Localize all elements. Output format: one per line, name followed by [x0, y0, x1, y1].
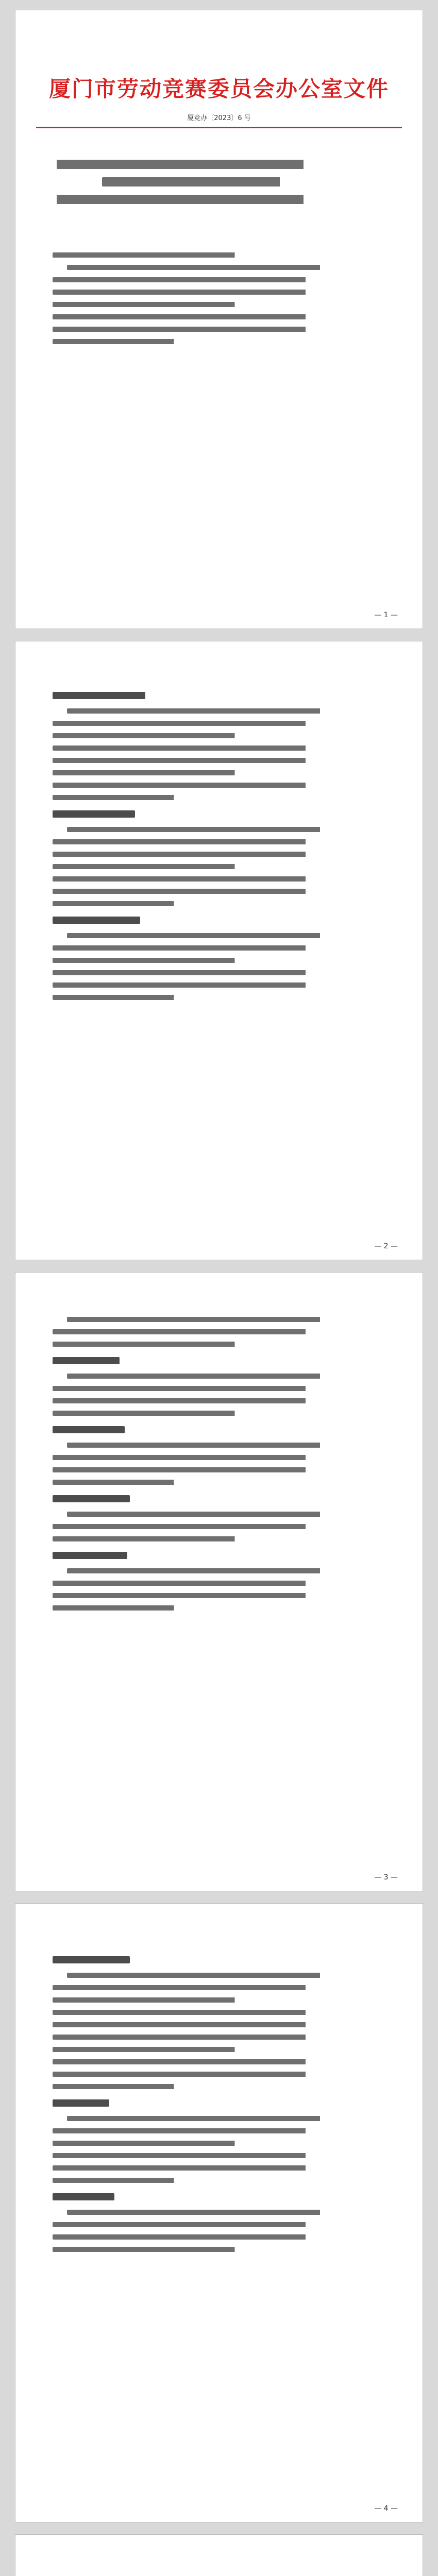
- page-number: — 4 —: [374, 2504, 398, 2513]
- document-page-5: [15, 2535, 423, 2576]
- page-1-body: [53, 252, 385, 351]
- header-divider: [36, 127, 402, 128]
- page-number: — 1 —: [374, 611, 398, 619]
- document-header-title: 厦门市劳动竞赛委员会办公室文件: [48, 76, 389, 101]
- document-number: 厦竞办〔2023〕6 号: [187, 114, 251, 122]
- page-number: — 3 —: [374, 1873, 398, 1882]
- page-4-body: [53, 1946, 385, 2259]
- document-page-3: [15, 1273, 423, 1891]
- document-page-2: [15, 641, 423, 1260]
- document-page-4: [15, 1904, 423, 2522]
- page-2-body: [53, 682, 385, 1007]
- page-number: — 2 —: [374, 1242, 398, 1250]
- notice-title: [57, 160, 381, 211]
- document-page-1: [15, 10, 423, 629]
- page-3-body: [53, 1317, 385, 1618]
